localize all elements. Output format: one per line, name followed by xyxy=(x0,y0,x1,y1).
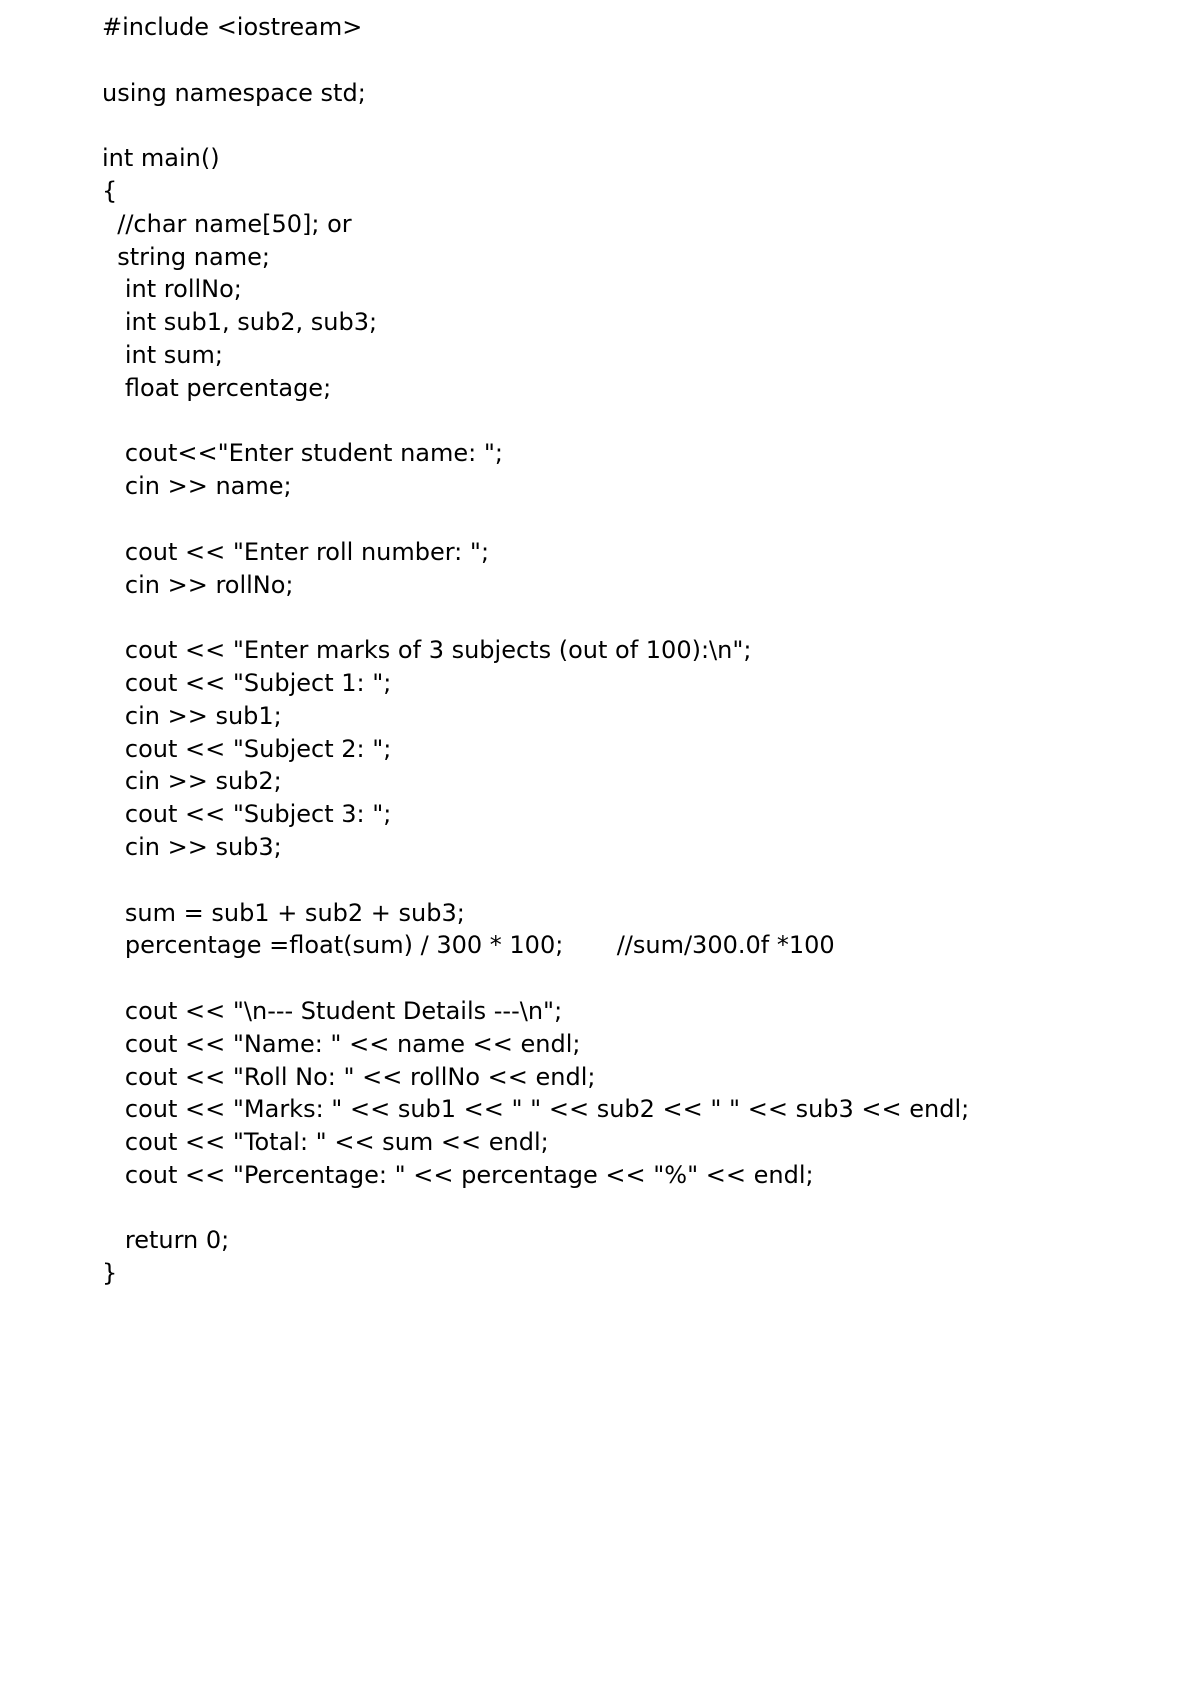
code-line: int main() xyxy=(102,144,220,173)
blank-line xyxy=(102,109,969,142)
code-line: cout << "Subject 3: "; xyxy=(102,800,392,829)
code-line: using namespace std; xyxy=(102,78,366,107)
blank-line xyxy=(102,503,969,536)
code-line: cin >> rollNo; xyxy=(102,570,294,599)
code-line: return 0; xyxy=(102,1226,230,1255)
code-line: sum = sub1 + sub2 + sub3; xyxy=(102,898,465,927)
code-line: cout<<"Enter student name: "; xyxy=(102,439,503,468)
code-line: #include <iostream> xyxy=(102,13,363,41)
code-line: cout << "Name: " << name << endl; xyxy=(102,1029,581,1058)
code-line: //char name[50]; or xyxy=(102,209,352,238)
code-line: cout << "Enter roll number: "; xyxy=(102,537,490,566)
code-line: cin >> sub1; xyxy=(102,701,282,730)
code-line: cin >> sub3; xyxy=(102,832,282,861)
code-line: int sum; xyxy=(102,340,223,369)
code-line: cin >> sub2; xyxy=(102,767,282,796)
code-line: cout << "Marks: " << sub1 << " " << sub2 << " " << sub3 << endl; xyxy=(102,1095,970,1124)
code-line: { xyxy=(102,176,118,205)
code-line: cout << "Enter marks of 3 subjects (out of 100):\n"; xyxy=(102,636,752,665)
code-listing xyxy=(102,11,969,1290)
code-line: } xyxy=(102,1259,118,1288)
code-line: cout << "Subject 2: "; xyxy=(102,734,392,763)
code-line: cout << "\n--- Student Details ---\n"; xyxy=(102,996,563,1025)
code-line: cout << "Subject 1: "; xyxy=(102,668,392,697)
code-line: cin >> name; xyxy=(102,472,292,501)
blank-line xyxy=(102,601,969,634)
blank-line xyxy=(102,44,969,77)
code-line: percentage =float(sum) / 300 * 100; //sum/300.0f *100 xyxy=(102,931,835,960)
blank-line xyxy=(102,962,969,995)
blank-line xyxy=(102,405,969,438)
code-line: cout << "Percentage: " << percentage << "%" << endl; xyxy=(102,1160,814,1189)
code-line: cout << "Total: " << sum << endl; xyxy=(102,1128,549,1157)
code-line: cout << "Roll No: " << rollNo << endl; xyxy=(102,1062,596,1091)
code-line: string name; xyxy=(102,242,270,271)
code-line: int rollNo; xyxy=(102,275,242,304)
blank-line xyxy=(102,1192,969,1225)
code-line: float percentage; xyxy=(102,373,332,402)
blank-line xyxy=(102,864,969,897)
code-line: int sub1, sub2, sub3; xyxy=(102,308,378,337)
